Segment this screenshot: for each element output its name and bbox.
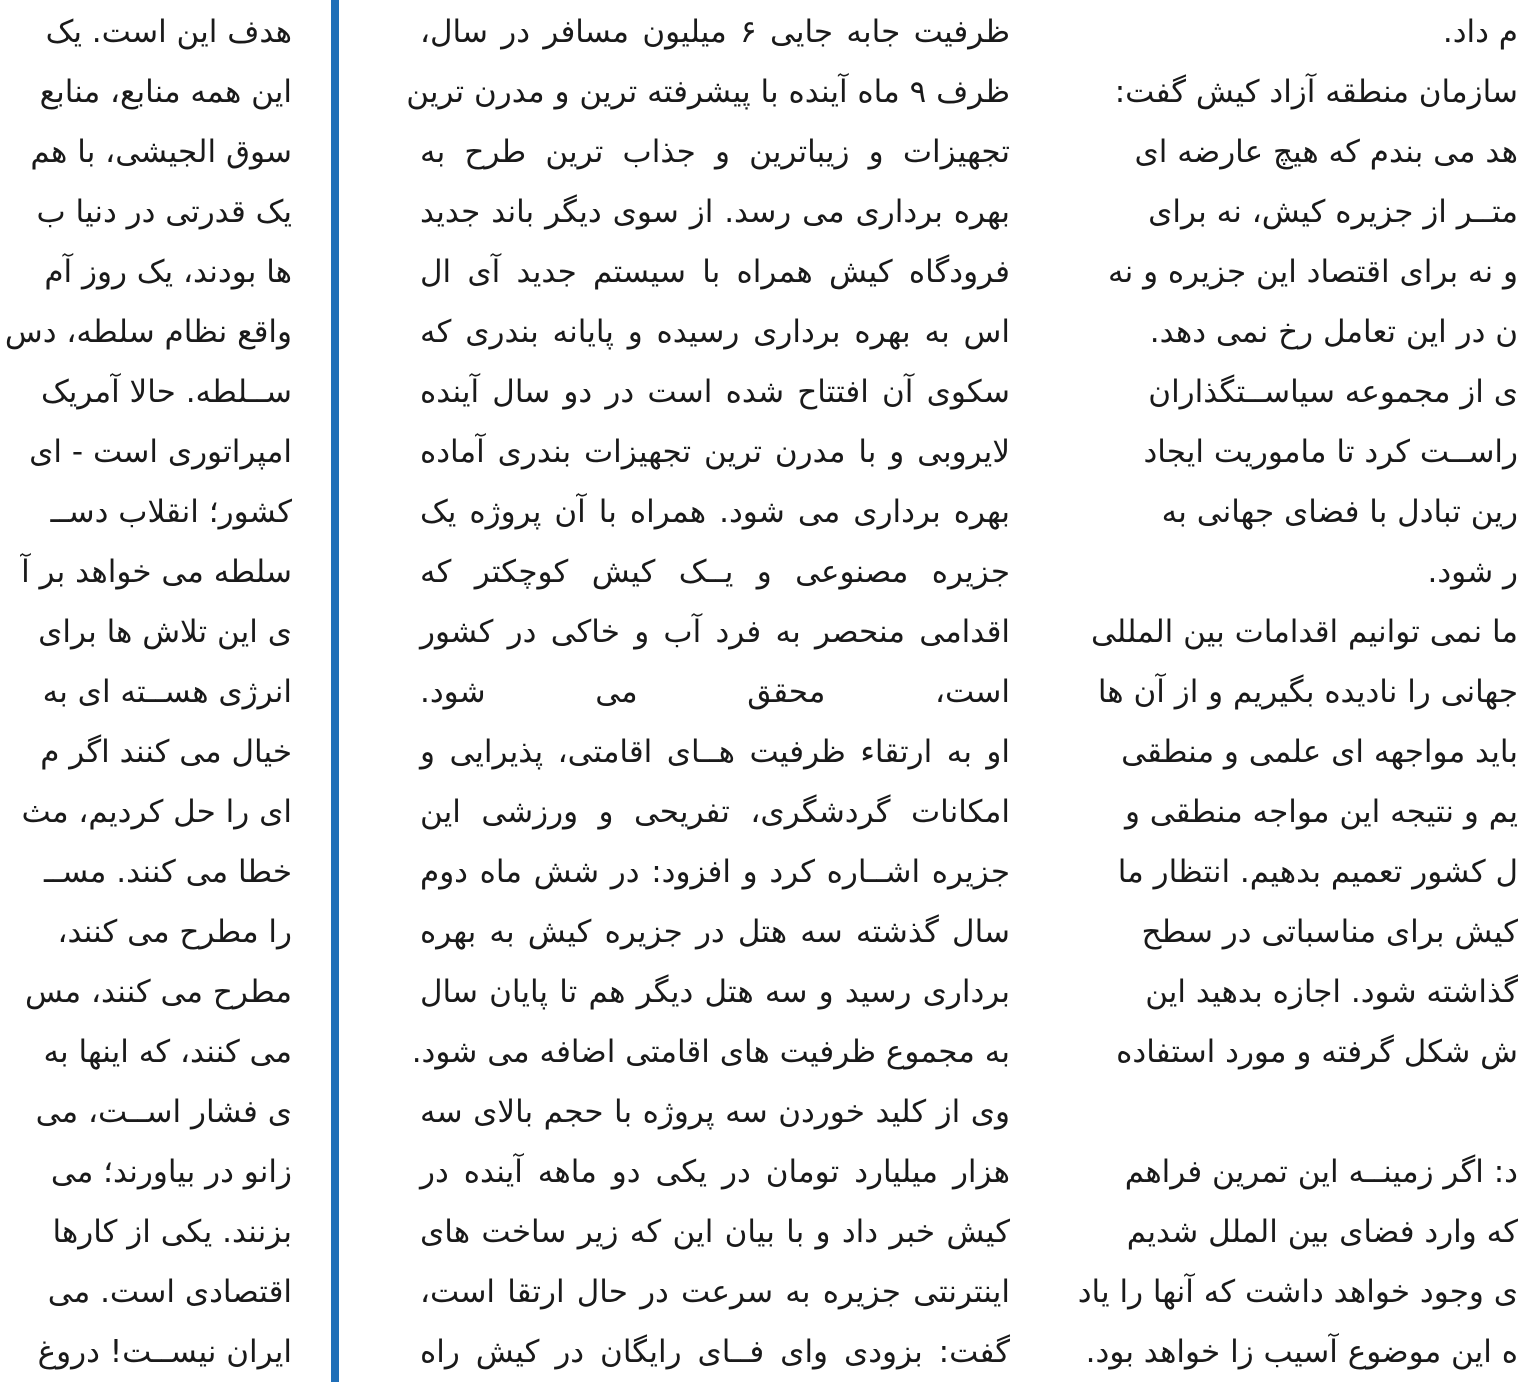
text-column-left <box>0 0 292 1382</box>
text-line: ســلطه. حالا آمریک <box>41 374 292 410</box>
text-line: اقتصادی است. می <box>47 1274 292 1310</box>
text-line: واقع نظام سلطه، دس <box>4 314 292 350</box>
text-line: راســت کرد تا ماموریت ایجاد <box>1143 434 1518 470</box>
text-line: سکوی آن افتتاح شده است در دو سال آینده <box>420 374 1010 410</box>
text-line: ی فشار اســت، می <box>35 1094 292 1130</box>
text-line: مطرح می کنند، مس <box>24 974 292 1010</box>
text-line: گفت: بزودی وای فــای رایگان در کیش راه <box>420 1334 1010 1370</box>
text-line: و نه برای اقتصاد این جزیره و نه <box>1107 254 1518 290</box>
text-line: ای را حل کردیم، مث <box>21 794 292 830</box>
text-line: اقدامی منحصر به فرد آب و خاکی در کشور <box>420 614 1010 650</box>
text-line: ها بودند، یک روز آم <box>44 254 292 290</box>
text-column-right <box>1078 0 1518 1382</box>
text-line: خیال می کنند اگر م <box>40 734 292 770</box>
text-line: او به ارتقاء ظرفیت هــای اقامتی، پذیرایی و <box>420 734 1010 770</box>
text-line: یم و نتیجه این مواجه منطقی و <box>1124 794 1518 830</box>
text-line: ی وجود خواهد داشت که آنها را یاد <box>1077 1274 1518 1310</box>
text-line: است، محقق می شود. <box>420 674 1010 710</box>
text-line: امپراتوری است - ای <box>29 434 292 470</box>
text-line: که وارد فضای بین الملل شدیم <box>1126 1214 1518 1250</box>
text-line: د: اگر زمینــه این تمرین فراهم <box>1124 1154 1518 1190</box>
text-line: ل کشور تعمیم بدهیم. انتظار ما <box>1117 854 1518 890</box>
text-line: برداری رسید و سه هتل دیگر هم تا پایان سال <box>420 974 1010 1010</box>
text-line: سلطه می خواهد بر آ <box>21 554 292 590</box>
text-line: جزیره اشــاره کرد و افزود: در شش ماه دوم <box>420 854 1010 890</box>
text-line: را مطرح می کنند، <box>57 914 292 950</box>
text-line: بهره برداری می رسد. از سوی دیگر باند جدید <box>420 194 1010 230</box>
text-line: زانو در بیاورند؛ می <box>50 1154 292 1190</box>
text-line: ظرفیت جابه جایی ۶ میلیون مسافر در سال، <box>420 14 1010 50</box>
text-line: هد می بندم که هیچ عارضه ای <box>1134 134 1518 170</box>
text-line: گذاشته شود. اجازه بدهید این <box>1145 974 1518 1010</box>
text-line: هزار میلیارد تومان در یکی دو ماهه آینده در <box>420 1154 1010 1190</box>
text-line: هدف این است. یک <box>45 14 292 50</box>
text-line: وی از کلید خوردن سه پروژه با حجم بالای سه <box>420 1094 1010 1130</box>
text-column-middle <box>406 0 1010 1382</box>
text-line: کیش خبر داد و با بیان این که زیر ساخت های <box>420 1214 1010 1250</box>
text-line: اینترنتی جزیره به سرعت در حال ارتقا است، <box>420 1274 1010 1310</box>
text-line: متــر از جزیره کیش، نه برای <box>1148 194 1518 230</box>
text-line: می کنند، که اینها به <box>43 1034 292 1070</box>
text-line: امکانات گردشگری، تفریحی و ورزشی این <box>420 794 1010 830</box>
text-line: ر شود. <box>1427 554 1518 590</box>
text-line: جهانی را نادیده بگیریم و از آن ها <box>1097 674 1518 710</box>
text-line: باید مواجهه ای علمی و منطقی <box>1121 734 1518 770</box>
text-line: ن در این تعامل رخ نمی دهد. <box>1149 314 1518 350</box>
text-line: ه این موضوع آسیب زا خواهد بود. <box>1085 1334 1518 1370</box>
text-line: کیش برای مناسباتی در سطح <box>1141 914 1518 950</box>
text-line: بهره برداری می شود. همراه با آن پروژه یک <box>420 494 1010 530</box>
text-line: رین تبادل با فضای جهانی به <box>1161 494 1518 530</box>
text-line: فرودگاه کیش همراه با سیستم جدید آی ال <box>420 254 1010 290</box>
text-line: ی این تلاش ها برای <box>38 614 292 650</box>
text-line: یک قدرتی در دنیا ب <box>36 194 292 230</box>
text-line: خطا می کنند. مســ <box>43 854 292 890</box>
text-line: لایروبی و با مدرن ترین تجهیزات بندری آماده <box>420 434 1010 470</box>
text-line: ش شکل گرفته و مورد استفاده <box>1116 1034 1518 1070</box>
text-line: به مجموع ظرفیت های اقامتی اضافه می شود. <box>411 1034 1010 1070</box>
text-line: ی از مجموعه سیاســتگذاران <box>1148 374 1518 410</box>
text-line: سوق الجیشی، با هم <box>30 134 292 170</box>
text-line: ظرف ۹ ماه آینده با پیشرفته ترین و مدرن ترین <box>406 74 1010 110</box>
text-line: ایران نیســت! دروغ <box>37 1334 292 1370</box>
text-line: اس به بهره برداری رسیده و پایانه بندری که <box>420 314 1010 350</box>
text-line: م داد. <box>1442 14 1518 50</box>
text-line: انرژی هســته ای به <box>42 674 292 710</box>
column-divider-rule <box>331 0 339 1382</box>
text-line: این همه منابع، منابع <box>39 74 292 110</box>
text-line: سال گذشته سه هتل در جزیره کیش به بهره <box>420 914 1010 950</box>
text-line: جزیره مصنوعی و یــک کیش کوچکتر که <box>420 554 1010 590</box>
text-line: تجهیزات و زیباترین و جذاب ترین طرح به <box>420 134 1010 170</box>
text-line: ما نمی توانیم اقدامات بین المللی <box>1090 614 1518 650</box>
text-line: سازمان منطقه آزاد کیش گفت: <box>1114 74 1518 110</box>
text-line: کشور؛ انقلاب دســ <box>50 494 292 530</box>
text-line: بزنند. یکی از کارها <box>52 1214 292 1250</box>
